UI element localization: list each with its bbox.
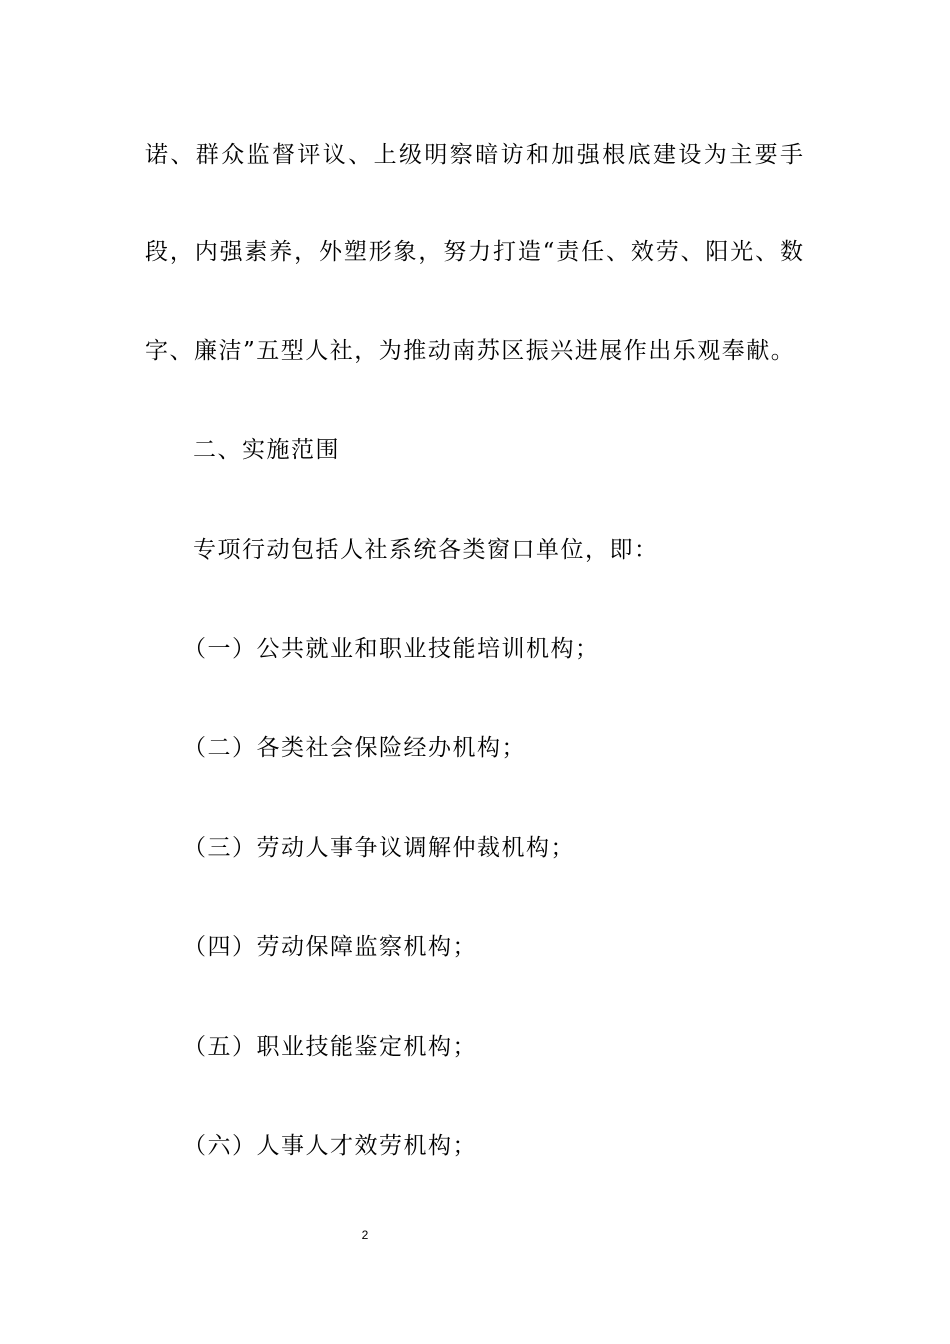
paragraph-line-2: 段，内强素养，外塑形象，努力打造“责任、效劳、阳光、数	[145, 239, 803, 265]
section-heading: 二、实施范围	[193, 437, 340, 463]
list-item-3: （三）劳动人事争议调解仲裁机构；	[183, 835, 575, 861]
intro-paragraph: 专项行动包括人社系统各类窗口单位，即：	[193, 537, 659, 563]
paragraph-line-3: 字、廉洁”五型人社，为推动南苏区振兴进展作出乐观奉献。	[145, 338, 796, 364]
list-item-1: （一）公共就业和职业技能培训机构；	[183, 636, 600, 662]
page-number: 2	[361, 1228, 369, 1242]
paragraph-line-1: 诺、群众监督评议、上级明察暗访和加强根底建设为主要手	[145, 142, 803, 168]
list-item-4: （四）劳动保障监察机构；	[183, 934, 477, 960]
list-item-2: （二）各类社会保险经办机构；	[183, 735, 526, 761]
list-item-6: （六）人事人才效劳机构；	[183, 1133, 477, 1159]
list-item-5: （五）职业技能鉴定机构；	[183, 1034, 477, 1060]
